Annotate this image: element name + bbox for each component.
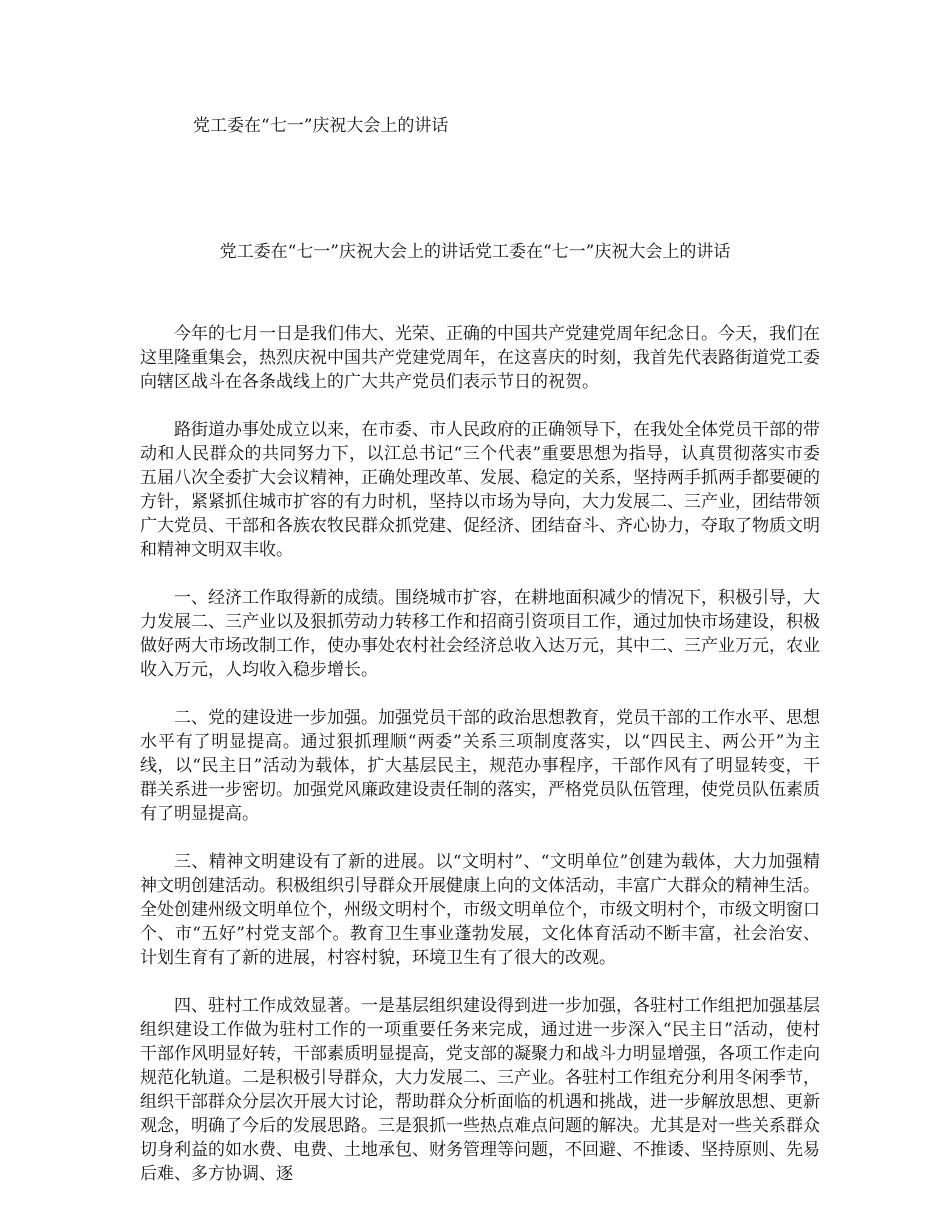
paragraph-economy: 一、经济工作取得新的成绩。围绕城市扩容，在耕地面积减少的情况下，积极引导，大力发展二、三产业以及狠抓劳动力转移工作和招商引资项目工作，通过加快市场建设，积极做好两大市场改制工作，使办事处农村社会经济总收入达万元，其中二、三产业万元，农业收入万元，人均收入稳步增长。 <box>140 588 820 680</box>
page-header-title: 党工委在“七一”庆祝大会上的讲话 <box>193 116 449 136</box>
paragraph-party-building: 二、党的建设进一步加强。加强党员干部的政治思想教育，党员干部的工作水平、思想水平有了明显提高。通过狠抓理顺“两委”关系三项制度落实，以“四民主、两公开”为主线，以“民主日”活动为载体，扩大基层民主，规范办事程序，干部作风有了明显转变，干群关系进一步密切。加强党风廉政建设责任制的落实，严格党员队伍管理，使党员队伍素质有了明显提高。 <box>140 708 820 824</box>
document-body <box>140 322 820 1210</box>
paragraph-overview: 路街道办事处成立以来，在市委、市人民政府的正确领导下，在我处全体党员干部的带动和人民群众的共同努力下，以江总书记“三个代表”重要思想为指导，认真贯彻落实市委五届八次全委扩大会议精神，正确处理改革、发展、稳定的关系，坚持两手抓两手都要硬的方针，紧紧抓住城市扩容的有力时机，坚持以市场为导向，大力发展二、三产业，团结带领广大党员、干部和各族农牧民群众抓党建、促经济、团结奋斗、齐心协力，夺取了物质文明和精神文明双丰收。 <box>140 420 820 560</box>
paragraph-intro: 今年的七月一日是我们伟大、光荣、正确的中国共产党建党周年纪念日。今天，我们在这里隆重集会，热烈庆祝中国共产党建党周年，在这喜庆的时刻，我首先代表路街道党工委向辖区战斗在各条战线上的广大共产党员们表示节日的祝贺。 <box>140 324 820 392</box>
document-title: 党工委在“七一”庆祝大会上的讲话党工委在“七一”庆祝大会上的讲话 <box>219 242 731 262</box>
paragraph-civilization: 三、精神文明建设有了新的进展。以“文明村”、“文明单位”创建为载体，大力加强精神文明创建活动。积极组织引导群众开展健康上向的文体活动，丰富广大群众的精神生活。全处创建州级文明单位个，州级文明村个，市级文明单位个，市级文明村个，市级文明窗口个、市“五好”村党支部个。教育卫生事业蓬勃发展，文化体育活动不断丰富，社会治安、计划生育有了新的进展，村容村貌，环境卫生有了很大的改观。 <box>140 852 820 968</box>
paragraph-village-work: 四、驻村工作成效显著。一是基层组织建设得到进一步加强，各驻村工作组把加强基层组织建设工作做为驻村工作的一项重要任务来完成，通过进一步深入“民主日”活动，使村干部作风明显好转，干部素质明显提高，党支部的凝聚力和战斗力明显增强，各项工作走向规范化轨道。二是积极引导群众，大力发展二、三产业。各驻村工作组充分利用冬闲季节，组织干部群众分层次开展大讨论，帮助群众分析面临的机遇和挑战，进一步解放思想、更新观念，明确了今后的发展思路。三是狠抓一些热点难点问题的解决。尤其是对一些关系群众切身利益的如水费、电费、土地承包、财务管理等问题，不回避、不推诿、坚持原则、先易后难、多方协调、逐 <box>140 996 820 1184</box>
